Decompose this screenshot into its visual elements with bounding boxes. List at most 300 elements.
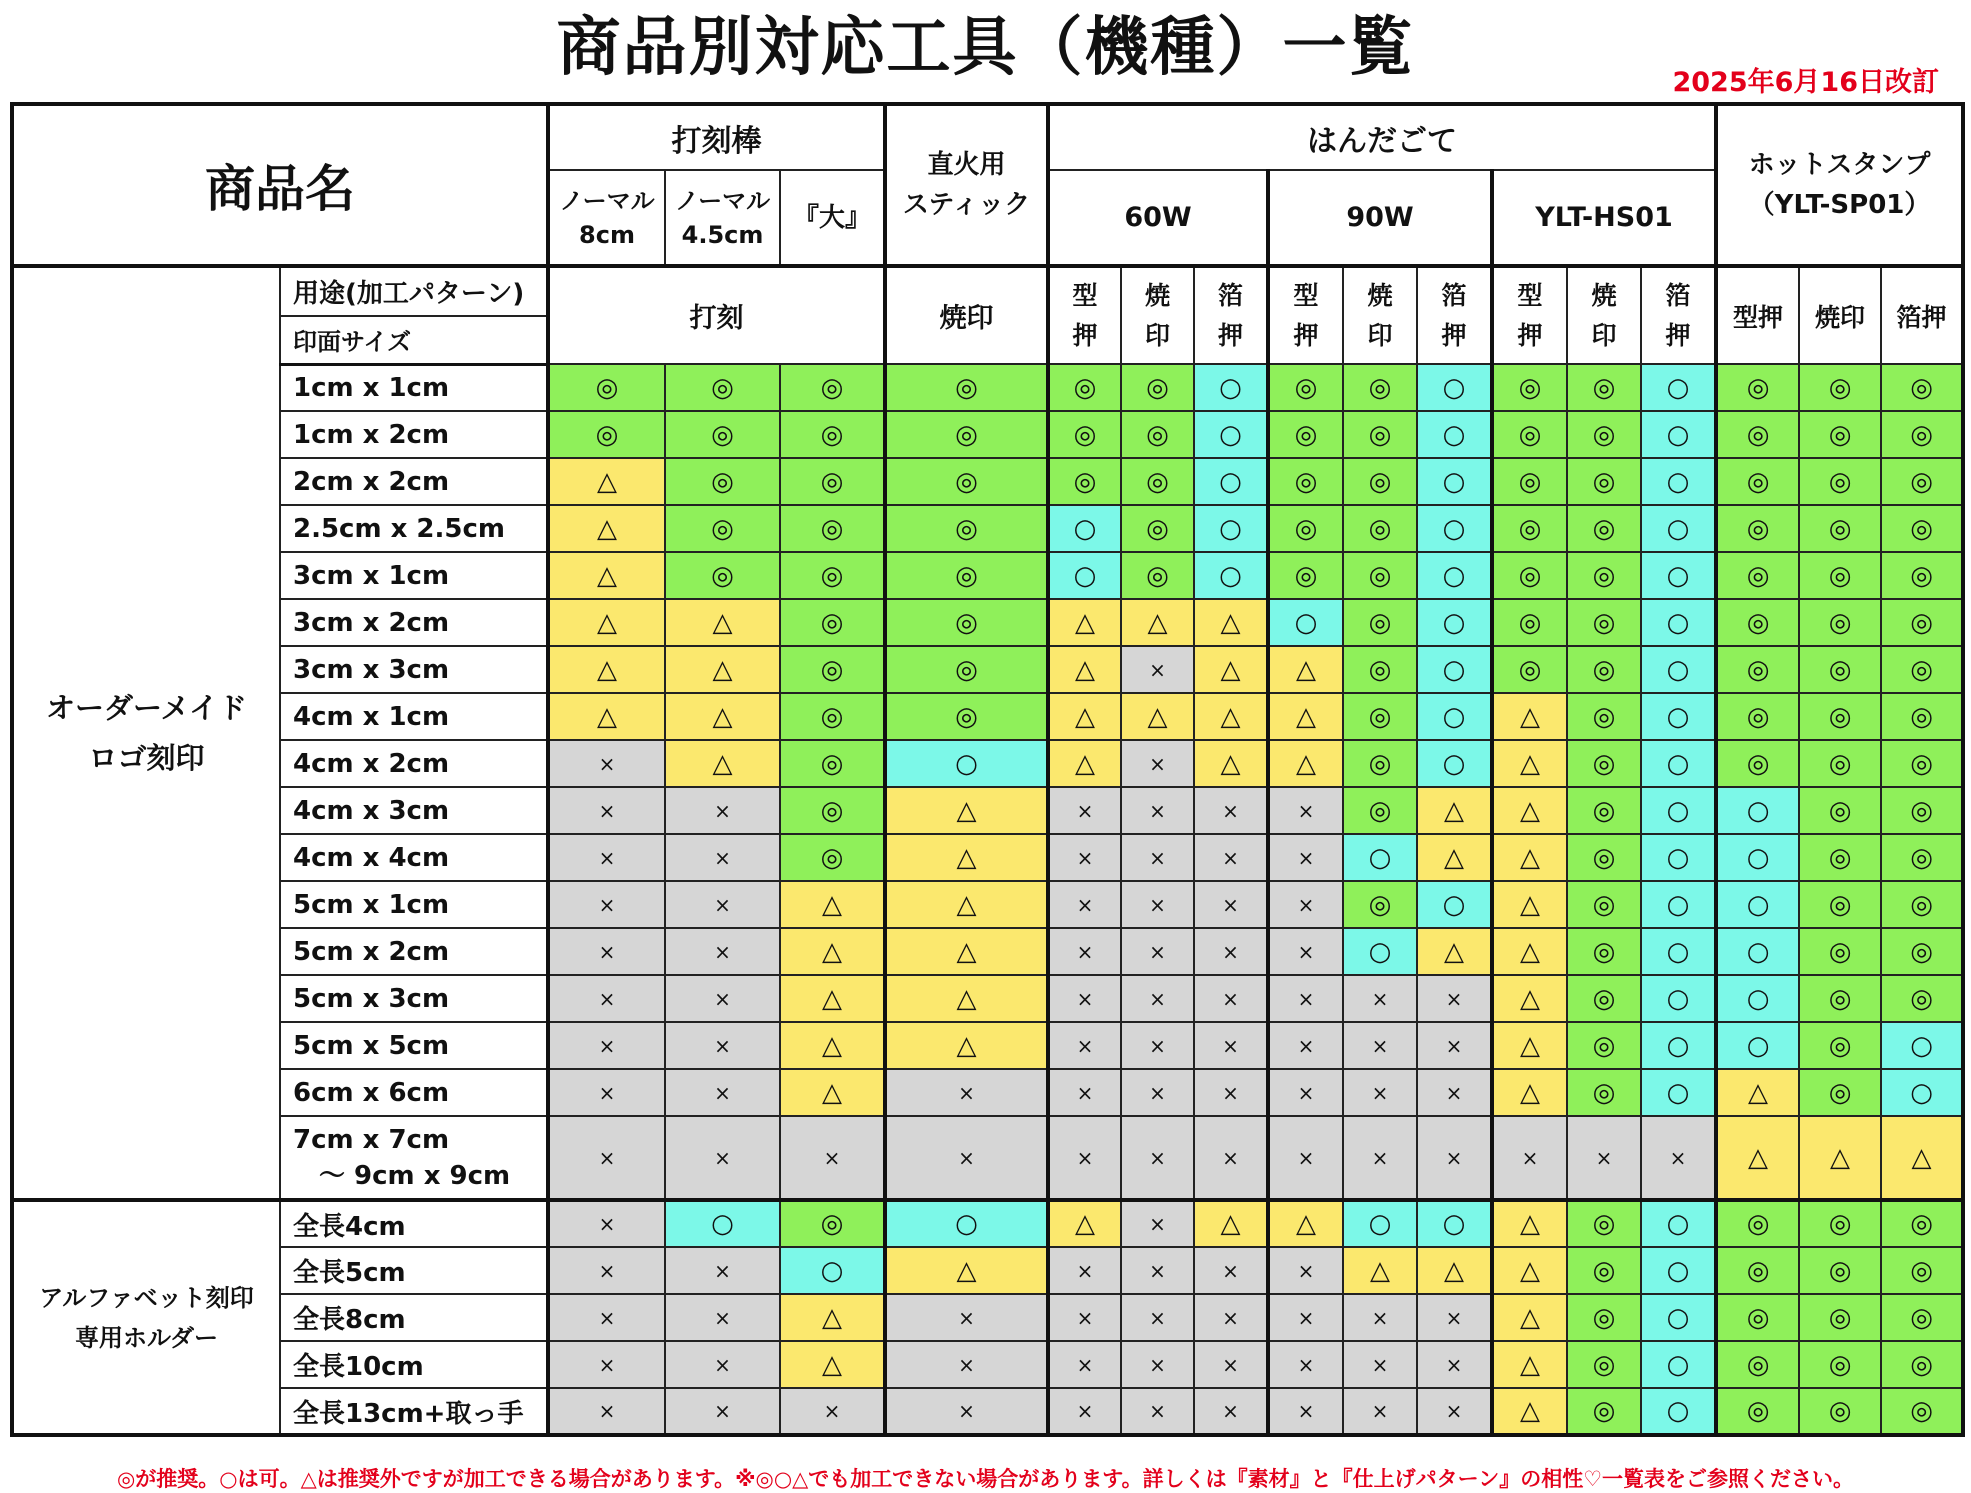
chokka-group-header: 直火用 スティック xyxy=(885,104,1048,266)
compat-cell: × xyxy=(1121,1247,1194,1294)
compat-cell: △ xyxy=(1194,599,1268,646)
compat-cell: ○ xyxy=(1641,693,1716,740)
compat-cell: ○ xyxy=(1641,1341,1716,1388)
compat-cell: △ xyxy=(1492,693,1567,740)
compat-cell: △ xyxy=(780,928,885,975)
compat-cell: ○ xyxy=(1417,599,1492,646)
compat-cell: × xyxy=(1343,1022,1417,1069)
compat-cell: ◎ xyxy=(1881,1247,1963,1294)
compat-cell: ◎ xyxy=(1799,1200,1881,1247)
compat-cell: △ xyxy=(885,881,1048,928)
compat-cell: × xyxy=(1194,834,1268,881)
compatibility-table xyxy=(10,102,1965,1437)
table-row xyxy=(12,693,1963,740)
compat-cell: ○ xyxy=(885,1200,1048,1247)
revision-date: 2025年6月16日改訂 xyxy=(1672,67,1939,98)
compat-cell: △ xyxy=(1048,646,1121,693)
compat-cell: × xyxy=(1194,975,1268,1022)
compat-cell: ◎ xyxy=(1567,787,1641,834)
compat-cell: ◎ xyxy=(1799,928,1881,975)
usage-handa: 型 押 xyxy=(1268,266,1343,364)
compat-cell: ◎ xyxy=(1799,1294,1881,1341)
compat-cell: ◎ xyxy=(780,505,885,552)
compat-cell: ◎ xyxy=(1048,364,1121,411)
compat-cell: ◎ xyxy=(1716,1341,1799,1388)
compat-cell: △ xyxy=(1048,1200,1121,1247)
compat-cell: ○ xyxy=(1641,646,1716,693)
compat-cell: ◎ xyxy=(1343,693,1417,740)
compat-cell: × xyxy=(1121,787,1194,834)
compat-cell: ◎ xyxy=(1799,505,1881,552)
compat-cell: ○ xyxy=(1716,975,1799,1022)
compat-cell: △ xyxy=(1492,1200,1567,1247)
row-size-label: 全長4cm xyxy=(280,1200,548,1247)
compat-cell: ○ xyxy=(1641,411,1716,458)
compat-cell: ◎ xyxy=(1567,928,1641,975)
compat-cell: ◎ xyxy=(780,599,885,646)
row-size-label: 4cm x 1cm xyxy=(280,693,548,740)
compat-cell: × xyxy=(548,1116,665,1200)
compat-cell: ○ xyxy=(1881,1069,1963,1116)
row-size-label: 3cm x 2cm xyxy=(280,599,548,646)
compat-cell: ◎ xyxy=(1716,693,1799,740)
compat-cell: △ xyxy=(1881,1116,1963,1200)
compat-cell: ○ xyxy=(1417,552,1492,599)
compat-cell: × xyxy=(1048,1341,1121,1388)
compat-cell: × xyxy=(1121,1022,1194,1069)
compat-cell: × xyxy=(1048,1022,1121,1069)
compat-cell: ◎ xyxy=(1881,1341,1963,1388)
compat-cell: ◎ xyxy=(1492,599,1567,646)
compat-cell: △ xyxy=(885,928,1048,975)
compat-cell: ○ xyxy=(1343,928,1417,975)
compat-cell: × xyxy=(885,1294,1048,1341)
compat-cell: △ xyxy=(1268,693,1343,740)
compat-cell: ◎ xyxy=(1716,1200,1799,1247)
compat-cell: ○ xyxy=(1716,834,1799,881)
compat-cell: ○ xyxy=(1716,881,1799,928)
compat-cell: ◎ xyxy=(885,693,1048,740)
compat-cell: × xyxy=(1121,1388,1194,1435)
compat-cell: ◎ xyxy=(885,505,1048,552)
compat-cell: ◎ xyxy=(1716,1388,1799,1435)
compat-cell: △ xyxy=(1492,834,1567,881)
row-size-label: 4cm x 3cm xyxy=(280,787,548,834)
compat-cell: ◎ xyxy=(1268,364,1343,411)
compat-cell: △ xyxy=(1194,693,1268,740)
compat-cell: △ xyxy=(1048,740,1121,787)
table-row xyxy=(12,834,1963,881)
compat-cell: ◎ xyxy=(1121,364,1194,411)
compat-cell: ◎ xyxy=(885,599,1048,646)
compat-cell: × xyxy=(1048,881,1121,928)
compat-cell: ◎ xyxy=(1567,1069,1641,1116)
usage-dakoku: 打刻 xyxy=(548,266,885,364)
table-row xyxy=(12,881,1963,928)
compat-cell: ◎ xyxy=(1716,458,1799,505)
row-size-label: 5cm x 1cm xyxy=(280,881,548,928)
compat-cell: × xyxy=(1194,928,1268,975)
row-size-label: 3cm x 3cm xyxy=(280,646,548,693)
compat-cell: × xyxy=(1567,1116,1641,1200)
compat-cell: × xyxy=(1343,1341,1417,1388)
row-size-label: 5cm x 5cm xyxy=(280,1022,548,1069)
compat-cell: × xyxy=(1048,834,1121,881)
row-size-label: 5cm x 3cm xyxy=(280,975,548,1022)
compat-cell: × xyxy=(665,1069,780,1116)
compat-cell: × xyxy=(665,975,780,1022)
usage-handa: 焼 印 xyxy=(1343,266,1417,364)
compat-cell: ○ xyxy=(1417,881,1492,928)
compat-cell: × xyxy=(548,1388,665,1435)
compat-cell: △ xyxy=(665,693,780,740)
compat-cell: △ xyxy=(1492,1341,1567,1388)
compat-cell: △ xyxy=(1492,787,1567,834)
compat-cell: ○ xyxy=(1641,552,1716,599)
compat-cell: × xyxy=(1268,1116,1343,1200)
compat-cell: ○ xyxy=(1716,787,1799,834)
compat-cell: ◎ xyxy=(1716,505,1799,552)
dakoku-sub-header: ノーマル 4.5cm xyxy=(665,170,780,266)
compat-cell: × xyxy=(665,834,780,881)
compat-cell: ○ xyxy=(1641,1200,1716,1247)
compat-cell: ◎ xyxy=(1567,505,1641,552)
compat-cell: ◎ xyxy=(548,411,665,458)
compat-cell: ◎ xyxy=(1567,552,1641,599)
compat-cell: ◎ xyxy=(1881,364,1963,411)
compat-cell: ◎ xyxy=(1881,411,1963,458)
compat-cell: ◎ xyxy=(1881,646,1963,693)
compat-cell: × xyxy=(1268,928,1343,975)
compat-cell: ◎ xyxy=(1567,740,1641,787)
compat-cell: × xyxy=(1194,1388,1268,1435)
compat-cell: ◎ xyxy=(1799,411,1881,458)
table-row xyxy=(12,1069,1963,1116)
compat-cell: △ xyxy=(780,1069,885,1116)
compat-cell: × xyxy=(665,928,780,975)
compat-cell: × xyxy=(1048,928,1121,975)
compat-cell: × xyxy=(548,1341,665,1388)
dakoku-sub-header: ノーマル 8cm xyxy=(548,170,665,266)
compat-cell: ○ xyxy=(1417,646,1492,693)
compat-cell: ◎ xyxy=(1716,411,1799,458)
compat-cell: × xyxy=(1121,1200,1194,1247)
compat-cell: × xyxy=(548,1022,665,1069)
usage-handa: 箔 押 xyxy=(1194,266,1268,364)
compat-cell: × xyxy=(1343,1294,1417,1341)
compat-cell: ◎ xyxy=(665,505,780,552)
compat-cell: × xyxy=(1121,1341,1194,1388)
compat-cell: ◎ xyxy=(1799,458,1881,505)
compat-cell: × xyxy=(1121,881,1194,928)
compat-cell: ○ xyxy=(780,1247,885,1294)
compat-cell: △ xyxy=(1343,1247,1417,1294)
compat-cell: × xyxy=(1268,1341,1343,1388)
compat-cell: ◎ xyxy=(1343,599,1417,646)
compat-cell: × xyxy=(885,1069,1048,1116)
compat-cell: △ xyxy=(780,975,885,1022)
handa-group-header: はんだごて xyxy=(1048,104,1716,170)
compat-cell: ◎ xyxy=(1343,364,1417,411)
compat-cell: × xyxy=(1194,1294,1268,1341)
compat-cell: ○ xyxy=(1194,411,1268,458)
compat-cell: × xyxy=(1417,1022,1492,1069)
usage-handa: 型 押 xyxy=(1492,266,1567,364)
compat-cell: ◎ xyxy=(780,552,885,599)
compat-cell: ◎ xyxy=(1268,505,1343,552)
compat-cell: △ xyxy=(1048,599,1121,646)
compat-cell: × xyxy=(1417,1069,1492,1116)
compat-cell: ◎ xyxy=(1268,458,1343,505)
compat-cell: × xyxy=(665,1388,780,1435)
compat-cell: × xyxy=(885,1388,1048,1435)
compat-cell: △ xyxy=(1268,740,1343,787)
compat-cell: ○ xyxy=(1417,693,1492,740)
compat-cell: ◎ xyxy=(1121,505,1194,552)
compat-cell: ◎ xyxy=(665,411,780,458)
compat-cell: △ xyxy=(665,646,780,693)
compat-cell: △ xyxy=(1492,740,1567,787)
compat-cell: × xyxy=(1048,1116,1121,1200)
compat-cell: × xyxy=(1268,1022,1343,1069)
compat-cell: ◎ xyxy=(1799,1388,1881,1435)
compat-cell: ◎ xyxy=(1121,458,1194,505)
table-row xyxy=(12,1341,1963,1388)
compat-cell: △ xyxy=(780,1022,885,1069)
compat-cell: × xyxy=(1268,834,1343,881)
compat-cell: △ xyxy=(1417,928,1492,975)
compat-cell: × xyxy=(665,881,780,928)
compat-cell: × xyxy=(548,1247,665,1294)
compat-cell: ○ xyxy=(1641,928,1716,975)
compat-cell: ○ xyxy=(1641,787,1716,834)
compat-cell: ○ xyxy=(1641,834,1716,881)
compat-cell: ◎ xyxy=(1881,834,1963,881)
compat-cell: × xyxy=(548,975,665,1022)
table-row xyxy=(12,1200,1963,1247)
compat-cell: × xyxy=(1048,1388,1121,1435)
compat-cell: △ xyxy=(1799,1116,1881,1200)
compat-cell: ◎ xyxy=(1343,787,1417,834)
compat-cell: × xyxy=(1417,1116,1492,1200)
table-row xyxy=(12,1294,1963,1341)
compat-cell: ◎ xyxy=(780,458,885,505)
row-size-label: 3cm x 1cm xyxy=(280,552,548,599)
compat-cell: × xyxy=(1268,1294,1343,1341)
compat-cell: ◎ xyxy=(1567,1200,1641,1247)
compat-cell: × xyxy=(548,834,665,881)
compat-cell: △ xyxy=(1716,1069,1799,1116)
compat-cell: × xyxy=(1343,1388,1417,1435)
compat-cell: △ xyxy=(780,881,885,928)
compat-cell: △ xyxy=(1492,1388,1567,1435)
compat-cell: ◎ xyxy=(1716,740,1799,787)
compat-cell: ◎ xyxy=(1567,975,1641,1022)
compat-cell: ◎ xyxy=(1492,552,1567,599)
compat-cell: ◎ xyxy=(1881,458,1963,505)
handa-sub-header: YLT-HS01 xyxy=(1492,170,1716,266)
table-row xyxy=(12,740,1963,787)
compat-cell: △ xyxy=(1194,740,1268,787)
compat-cell: ○ xyxy=(1641,599,1716,646)
compat-cell: × xyxy=(665,1022,780,1069)
row-size-label: 全長13cm+取っ手 xyxy=(280,1388,548,1435)
row-size-label: 全長8cm xyxy=(280,1294,548,1341)
compat-cell: × xyxy=(1343,1116,1417,1200)
row-size-label: 1cm x 1cm xyxy=(280,364,548,411)
compat-cell: ◎ xyxy=(1799,1022,1881,1069)
table-row xyxy=(12,928,1963,975)
compat-cell: ◎ xyxy=(1716,552,1799,599)
usage-handa: 焼 印 xyxy=(1121,266,1194,364)
compat-cell: ◎ xyxy=(1881,552,1963,599)
compat-cell: ◎ xyxy=(1799,881,1881,928)
compat-cell: × xyxy=(1048,1294,1121,1341)
compat-cell: ○ xyxy=(1641,1388,1716,1435)
compat-cell: ○ xyxy=(1716,1022,1799,1069)
compat-cell: △ xyxy=(1492,1069,1567,1116)
compat-cell: ◎ xyxy=(780,834,885,881)
compat-cell: × xyxy=(665,1294,780,1341)
compat-cell: ◎ xyxy=(1716,1294,1799,1341)
compat-cell: ◎ xyxy=(1881,975,1963,1022)
footnote: ◎が推奨。○は可。△は推奨外ですが加工できる場合があります。※◎○△でも加工できない場合があります。詳しくは『素材』と『仕上げパターン』の相性♡一覧表をご参照ください。 xyxy=(116,1467,1855,1491)
compat-cell: ◎ xyxy=(1567,834,1641,881)
compat-cell: ◎ xyxy=(1567,364,1641,411)
compat-cell: ◎ xyxy=(1492,505,1567,552)
usage-hotstamp: 型押 xyxy=(1716,266,1799,364)
compat-cell: ○ xyxy=(1417,1200,1492,1247)
category-label: アルファベット刻印 専用ホルダー xyxy=(12,1200,280,1435)
table-row xyxy=(12,1388,1963,1435)
compat-cell: × xyxy=(665,1247,780,1294)
compat-cell: △ xyxy=(1194,646,1268,693)
row-size-label: 全長10cm xyxy=(280,1341,548,1388)
compat-cell: × xyxy=(665,1116,780,1200)
compat-cell: ◎ xyxy=(1799,1341,1881,1388)
compat-cell: × xyxy=(1048,787,1121,834)
compat-cell: ○ xyxy=(1641,1022,1716,1069)
compat-cell: × xyxy=(1343,975,1417,1022)
compat-cell: ◎ xyxy=(1343,505,1417,552)
compat-cell: ◎ xyxy=(1716,1247,1799,1294)
size-label: 印面サイズ xyxy=(280,316,548,364)
compat-cell: △ xyxy=(1492,928,1567,975)
compat-cell: △ xyxy=(1048,693,1121,740)
compat-cell: △ xyxy=(780,1341,885,1388)
compat-cell: × xyxy=(1048,1069,1121,1116)
compat-cell: ◎ xyxy=(548,364,665,411)
table-body xyxy=(12,266,1963,1435)
compat-cell: ◎ xyxy=(885,552,1048,599)
compat-cell: × xyxy=(1641,1116,1716,1200)
compat-cell: ○ xyxy=(1343,1200,1417,1247)
compat-cell: ○ xyxy=(1417,364,1492,411)
compat-cell: × xyxy=(1268,1069,1343,1116)
dakoku-group-header: 打刻棒 xyxy=(548,104,885,170)
compat-cell: ○ xyxy=(1194,364,1268,411)
compat-cell: × xyxy=(1194,1069,1268,1116)
row-size-label: 4cm x 4cm xyxy=(280,834,548,881)
compat-cell: ◎ xyxy=(1343,881,1417,928)
compat-cell: △ xyxy=(548,552,665,599)
compat-cell: △ xyxy=(548,599,665,646)
compat-cell: △ xyxy=(1492,1247,1567,1294)
usage-handa: 型 押 xyxy=(1048,266,1121,364)
compat-cell: △ xyxy=(548,693,665,740)
compat-cell: △ xyxy=(885,787,1048,834)
compat-cell: ○ xyxy=(1417,505,1492,552)
table-row xyxy=(12,787,1963,834)
compat-cell: ○ xyxy=(1641,975,1716,1022)
usage-label: 用途(加工パターン) xyxy=(280,266,548,316)
compat-cell: × xyxy=(1194,787,1268,834)
compat-cell: ◎ xyxy=(780,646,885,693)
compat-cell: ◎ xyxy=(780,740,885,787)
compat-cell: ○ xyxy=(1641,505,1716,552)
compat-cell: ◎ xyxy=(1716,599,1799,646)
compat-cell: × xyxy=(1268,881,1343,928)
compat-cell: × xyxy=(1121,740,1194,787)
usage-chokka: 焼印 xyxy=(885,266,1048,364)
compat-cell: × xyxy=(1194,1116,1268,1200)
compat-cell: × xyxy=(1048,1247,1121,1294)
compat-cell: △ xyxy=(885,1247,1048,1294)
compat-cell: ◎ xyxy=(1881,1200,1963,1247)
compat-cell: ◎ xyxy=(1716,646,1799,693)
compat-cell: ◎ xyxy=(1881,1388,1963,1435)
compat-cell: × xyxy=(1194,1247,1268,1294)
compat-cell: × xyxy=(1121,834,1194,881)
compat-cell: △ xyxy=(665,599,780,646)
compat-cell: ◎ xyxy=(1492,646,1567,693)
compat-cell: × xyxy=(548,740,665,787)
compat-cell: ◎ xyxy=(780,787,885,834)
compat-cell: ◎ xyxy=(1881,599,1963,646)
table-row xyxy=(12,458,1963,505)
compat-cell: ◎ xyxy=(1881,787,1963,834)
compat-cell: △ xyxy=(885,834,1048,881)
compat-cell: ◎ xyxy=(1343,411,1417,458)
compat-cell: ◎ xyxy=(1799,834,1881,881)
compat-cell: × xyxy=(548,1294,665,1341)
compat-cell: ◎ xyxy=(780,411,885,458)
table-row xyxy=(12,364,1963,411)
compat-cell: ◎ xyxy=(1492,458,1567,505)
compat-cell: ◎ xyxy=(1121,411,1194,458)
compat-cell: ◎ xyxy=(1567,881,1641,928)
compat-cell: △ xyxy=(885,975,1048,1022)
table-row xyxy=(12,505,1963,552)
compat-cell: ◎ xyxy=(1268,552,1343,599)
compat-cell: × xyxy=(1048,975,1121,1022)
compat-cell: ○ xyxy=(1641,1294,1716,1341)
compat-cell: ◎ xyxy=(885,458,1048,505)
compat-cell: ◎ xyxy=(1567,1022,1641,1069)
row-size-label: 4cm x 2cm xyxy=(280,740,548,787)
compat-cell: ◎ xyxy=(1567,693,1641,740)
compat-cell: ◎ xyxy=(885,646,1048,693)
compat-cell: △ xyxy=(1716,1116,1799,1200)
compat-cell: ◎ xyxy=(780,364,885,411)
compat-cell: ◎ xyxy=(1567,1294,1641,1341)
compat-cell: △ xyxy=(1417,834,1492,881)
compat-cell: ◎ xyxy=(1881,505,1963,552)
compat-cell: ◎ xyxy=(1799,364,1881,411)
compat-cell: ○ xyxy=(1417,411,1492,458)
compat-cell: ○ xyxy=(1048,552,1121,599)
compat-cell: × xyxy=(548,881,665,928)
